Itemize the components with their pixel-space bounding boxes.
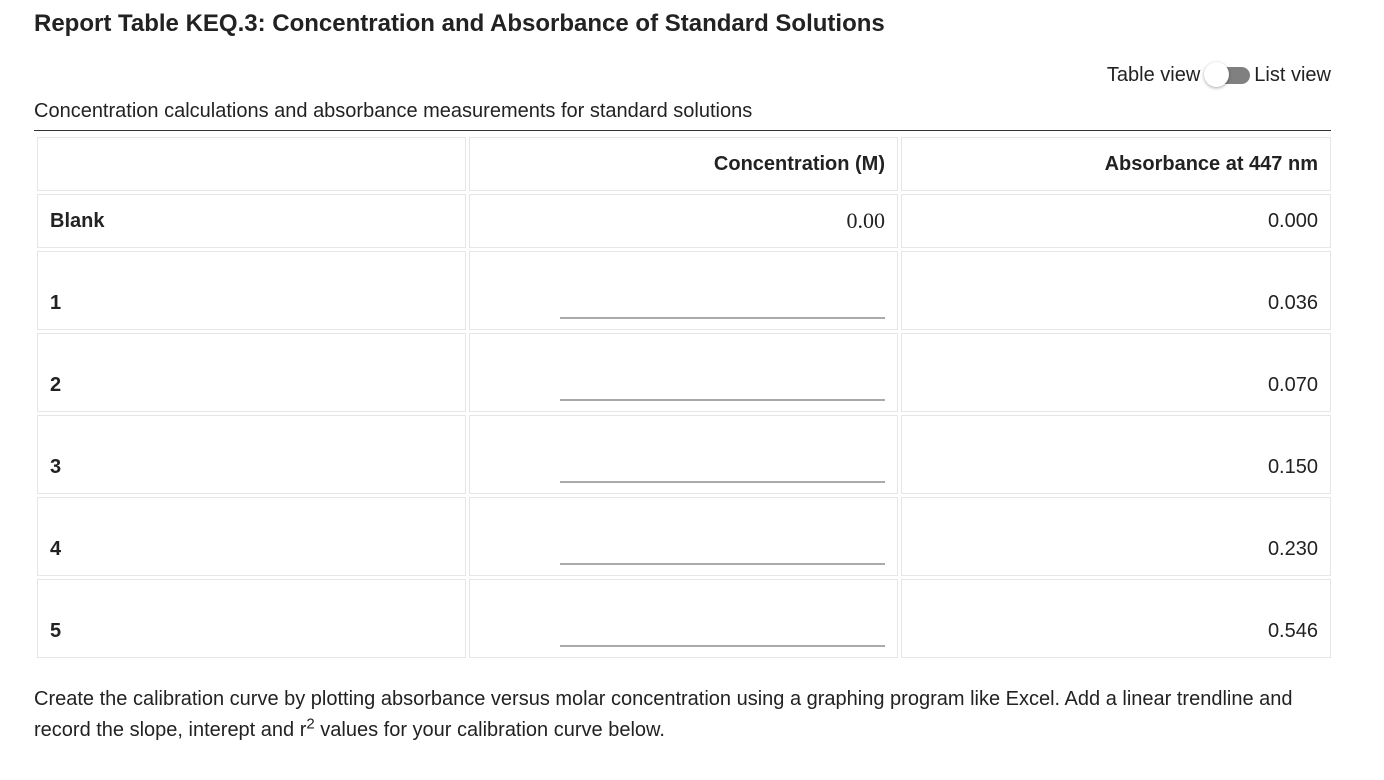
r-squared-superscript: 2 [306,715,315,733]
header-concentration: Concentration (M) [469,137,898,191]
table-caption: Concentration calculations and absorbance measurements for standard solutions [34,98,1331,131]
row-label: 2 [37,333,466,412]
absorbance-value: 0.036 [901,251,1331,330]
concentration-input[interactable] [560,537,885,565]
table-row [37,579,1331,658]
standards-table [34,134,1334,661]
concentration-cell [469,251,898,330]
concentration-input[interactable] [560,373,885,401]
absorbance-value: 0.000 [901,194,1331,248]
concentration-input[interactable] [560,291,885,319]
table-header-row [37,137,1331,191]
concentration-input[interactable] [560,455,885,483]
concentration-cell [469,333,898,412]
table-row [37,497,1331,576]
concentration-value: 0.00 [469,194,898,248]
row-label: Blank [37,194,466,248]
table-row [37,194,1331,248]
absorbance-value: 0.070 [901,333,1331,412]
instructions-tail: values for your calibration curve below. [314,719,665,741]
table-row [37,333,1331,412]
page-title: Report Table KEQ.3: Concentration and Absorbance of Standard Solutions [34,10,885,37]
concentration-input[interactable] [560,619,885,647]
instructions-text [34,684,1324,746]
instructions-main: Create the calibration curve by plotting absorbance versus molar concentration using a graphing program like Excel. Add a linear trendline and record the slope, interept and r [34,688,1293,741]
view-toggle [1107,62,1331,88]
header-empty [37,137,466,191]
row-label: 1 [37,251,466,330]
view-toggle-switch[interactable] [1204,62,1250,88]
table-view-label: Table view [1106,63,1201,86]
row-label: 4 [37,497,466,576]
absorbance-value: 0.150 [901,415,1331,494]
concentration-cell [469,579,898,658]
table-row [37,251,1331,330]
concentration-cell [469,497,898,576]
header-absorbance: Absorbance at 447 nm [901,137,1331,191]
list-view-label: List view [1254,63,1331,86]
row-label: 5 [37,579,466,658]
absorbance-value: 0.546 [901,579,1331,658]
absorbance-value: 0.230 [901,497,1331,576]
row-label: 3 [37,415,466,494]
concentration-cell [469,415,898,494]
table-row [37,415,1331,494]
